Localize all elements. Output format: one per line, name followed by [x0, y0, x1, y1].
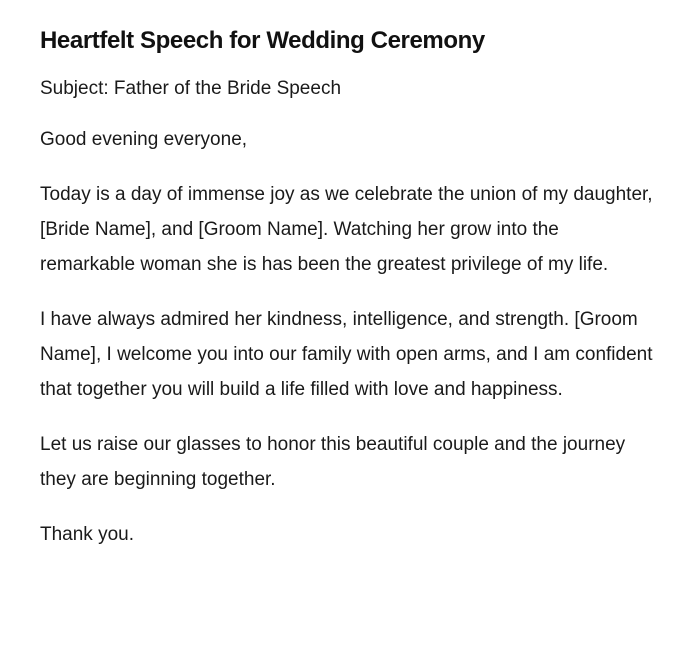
subject-line: Subject: Father of the Bride Speech	[40, 78, 342, 99]
paragraph-1: Today is a day of immense joy as we celebrate the union of my daughter, [Bride Name], and [Groom Name]. Watching her grow into the remarkable woman she is has been the greatest privilege of my life.	[40, 184, 653, 275]
document-title: Heartfelt Speech for Wedding Ceremony	[40, 27, 485, 54]
paragraph-2: I have always admired her kindness, intelligence, and strength. [Groom Name], I welcome you into our family with open arms, and I am confident that together you will build a life filled with love and happiness.	[40, 309, 653, 400]
paragraph-3: Let us raise our glasses to honor this beautiful couple and the journey they are beginning together.	[40, 434, 626, 490]
closing-line: Thank you.	[40, 524, 134, 545]
speech-document	[40, 24, 655, 552]
greeting: Good evening everyone,	[40, 129, 248, 150]
